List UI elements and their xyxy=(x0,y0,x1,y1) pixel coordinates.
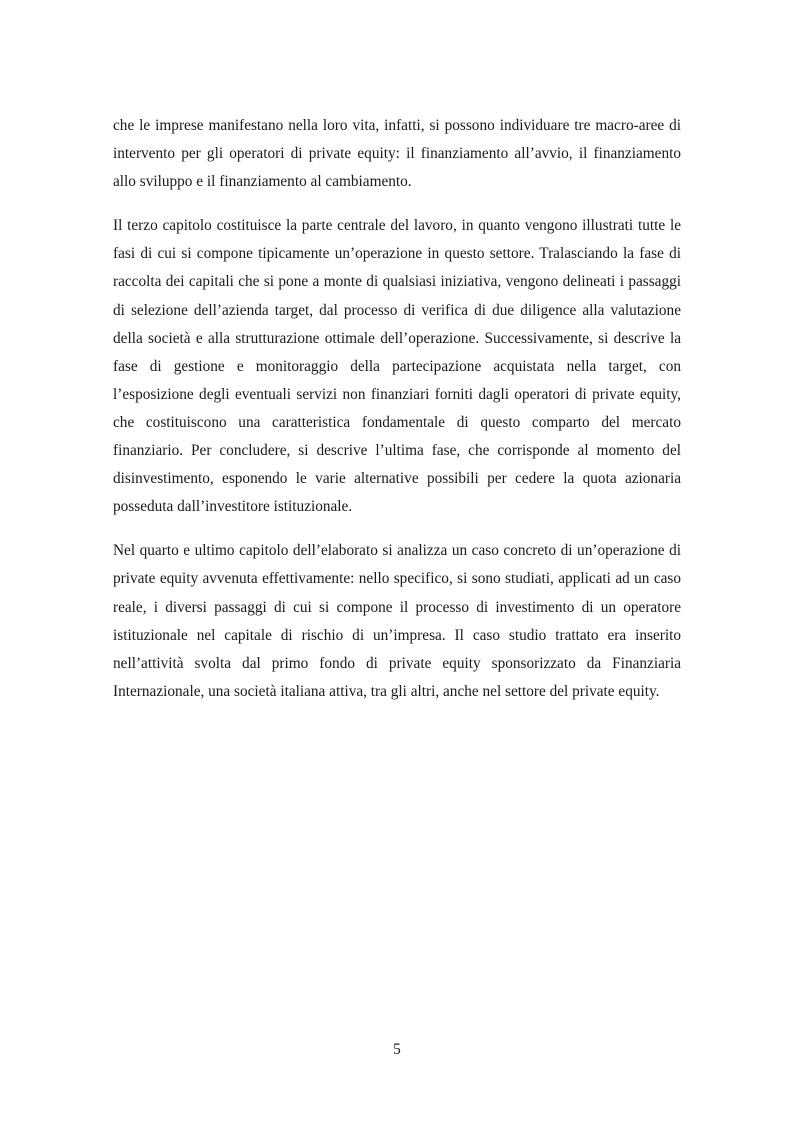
page-number: 5 xyxy=(393,1041,401,1058)
paragraph-fourth-chapter: Nel quarto e ultimo capitolo dell’elaborato si analizza un caso concreto di un’operazione di private equity avvenuta effettivamente: nello specifico, si sono studiati, applicati ad un caso reale, i diversi passaggi di cui si compone il processo di investimento di un operatore istituzionale nel capitale di rischio di un’impresa. Il caso studio trattato era inserito nell’attività svolta dal primo fondo di private equity sponsorizzato da Finanziaria Internazionale, una società italiana attiva, tra gli altri, anche nel settore del private equity. xyxy=(113,542,681,700)
body-text xyxy=(113,112,681,722)
paragraph-intro-continuation: che le imprese manifestano nella loro vita, infatti, si possono individuare tre macro-aree di intervento per gli operatori di private equity: il finanziamento all’avvio, il finanziamento allo sviluppo e il finanziamento al cambiamento. xyxy=(113,117,681,191)
paragraph-third-chapter: Il terzo capitolo costituisce la parte centrale del lavoro, in quanto vengono illustrati tutte le fasi di cui si compone tipicamente un’operazione in questo settore. Tralasciando la fase di raccolta dei capitali che si pone a monte di qualsiasi iniziativa, vengono delineati i passaggi di selezione dell’azienda target, dal processo di verifica di due diligence alla valutazione della società e alla strutturazione ottimale dell’operazione. Successivamente, si descrive la fase di gestione e monitoraggio della partecipazione acquistata nella target, con l’esposizione degli eventuali servizi non finanziari forniti dagli operatori di private equity, che costituiscono una caratteristica fondamentale di questo comparto del mercato finanziario. Per concludere, si descrive l’ultima fase, che corrisponde al momento del disinvestimento, esponendo le varie alternative possibili per cedere la quota azionaria posseduta dall’investitore istituzionale. xyxy=(113,217,681,516)
